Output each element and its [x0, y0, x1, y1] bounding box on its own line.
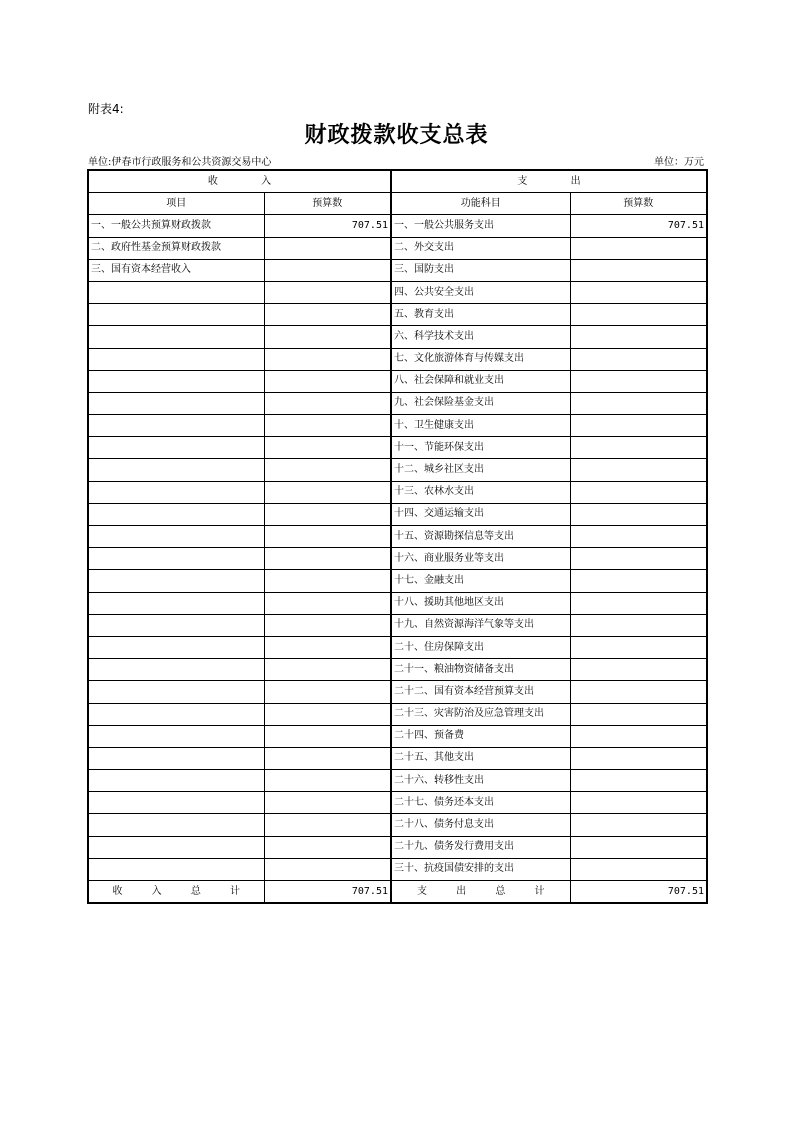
expense-value-cell [570, 681, 707, 703]
expense-value-cell [570, 503, 707, 525]
expense-value-cell [570, 792, 707, 814]
income-value-cell [264, 858, 391, 880]
expense-item-cell: 十五、资源勘探信息等支出 [391, 526, 570, 548]
income-item-cell [88, 570, 264, 592]
table-row [88, 281, 707, 303]
expense-item-cell: 二十一、粮油物资储备支出 [391, 659, 570, 681]
group-header-row [88, 170, 707, 193]
income-value-cell [264, 437, 391, 459]
expense-value-cell [570, 636, 707, 658]
income-value-cell [264, 415, 391, 437]
table-row [88, 614, 707, 636]
income-item-cell [88, 814, 264, 836]
table-row [88, 503, 707, 525]
income-item-cell [88, 437, 264, 459]
expense-value-cell [570, 348, 707, 370]
income-value-cell [264, 526, 391, 548]
table-row [88, 770, 707, 792]
expense-item-cell: 二十、住房保障支出 [391, 636, 570, 658]
table-row [88, 481, 707, 503]
income-item-cell [88, 792, 264, 814]
expense-value-cell [570, 703, 707, 725]
income-item-cell [88, 370, 264, 392]
expense-value-cell [570, 836, 707, 858]
expense-total-value: 707.51 [570, 881, 707, 904]
expense-item-cell: 十九、自然资源海洋气象等支出 [391, 614, 570, 636]
income-group-header: 收 入 [88, 170, 391, 193]
expense-item-cell: 二十二、国有资本经营预算支出 [391, 681, 570, 703]
income-item-cell [88, 503, 264, 525]
expense-value-cell [570, 659, 707, 681]
table-row [88, 548, 707, 570]
expense-item-cell: 二十八、债务付息支出 [391, 814, 570, 836]
table-row [88, 437, 707, 459]
income-value-cell [264, 392, 391, 414]
table-row [88, 237, 707, 259]
income-value-cell [264, 792, 391, 814]
expense-value-cell [570, 526, 707, 548]
income-total-label: 收 入 总 计 [88, 881, 264, 904]
income-item-header: 项目 [88, 193, 264, 215]
income-item-cell [88, 526, 264, 548]
expense-item-cell: 十七、金融支出 [391, 570, 570, 592]
expense-item-cell: 六、科学技术支出 [391, 326, 570, 348]
expense-value-cell [570, 415, 707, 437]
expense-item-cell: 一、一般公共服务支出 [391, 215, 570, 237]
expense-value-cell [570, 259, 707, 281]
expense-item-cell: 二十三、灾害防治及应急管理支出 [391, 703, 570, 725]
expense-value-cell [570, 326, 707, 348]
income-value-cell [264, 681, 391, 703]
income-value-cell [264, 570, 391, 592]
expense-value-cell [570, 304, 707, 326]
income-item-cell [88, 392, 264, 414]
expense-value-cell [570, 281, 707, 303]
expense-value-cell [570, 858, 707, 880]
table-row [88, 725, 707, 747]
page-title: 财政拨款收支总表 [304, 122, 489, 148]
expense-item-cell: 二十五、其他支出 [391, 747, 570, 769]
income-item-cell [88, 858, 264, 880]
unit-organization: 单位:伊春市行政服务和公共资源交易中心 [88, 157, 272, 168]
table-row [88, 570, 707, 592]
column-header-row [88, 193, 707, 215]
income-value-cell [264, 814, 391, 836]
expense-item-cell: 十三、农林水支出 [391, 481, 570, 503]
income-value-cell: 707.51 [264, 215, 391, 237]
table-row [88, 348, 707, 370]
table-row [88, 459, 707, 481]
budget-summary-table [87, 169, 708, 904]
expense-budget-header: 预算数 [570, 193, 707, 215]
expense-item-cell: 十一、节能环保支出 [391, 437, 570, 459]
expense-item-cell: 四、公共安全支出 [391, 281, 570, 303]
expense-value-cell [570, 614, 707, 636]
income-value-cell [264, 481, 391, 503]
expense-total-label: 支 出 总 计 [391, 881, 570, 904]
income-item-cell [88, 326, 264, 348]
expense-value-cell [570, 747, 707, 769]
income-item-cell [88, 459, 264, 481]
income-item-cell [88, 747, 264, 769]
expense-item-cell: 七、文化旅游体育与传媒支出 [391, 348, 570, 370]
table-row [88, 659, 707, 681]
income-value-cell [264, 503, 391, 525]
expense-item-cell: 五、教育支出 [391, 304, 570, 326]
income-item-cell [88, 281, 264, 303]
expense-item-cell: 九、社会保险基金支出 [391, 392, 570, 414]
income-item-cell [88, 836, 264, 858]
expense-item-cell: 三十、抗疫国债安排的支出 [391, 858, 570, 880]
expense-item-cell: 十二、城乡社区支出 [391, 459, 570, 481]
income-item-cell [88, 770, 264, 792]
expense-item-cell: 十六、商业服务业等支出 [391, 548, 570, 570]
table-row [88, 259, 707, 281]
income-item-cell [88, 681, 264, 703]
income-value-cell [264, 725, 391, 747]
income-value-cell [264, 636, 391, 658]
income-value-cell [264, 836, 391, 858]
income-value-cell [264, 237, 391, 259]
income-value-cell [264, 614, 391, 636]
expense-value-cell [570, 370, 707, 392]
expense-value-cell [570, 437, 707, 459]
expense-item-cell: 二、外交支出 [391, 237, 570, 259]
totals-row [88, 881, 707, 904]
table-row [88, 215, 707, 237]
income-value-cell [264, 348, 391, 370]
income-item-cell: 二、政府性基金预算财政拨款 [88, 237, 264, 259]
table-row [88, 747, 707, 769]
attachment-label: 附表4: [88, 102, 124, 116]
expense-item-cell: 二十四、预备费 [391, 725, 570, 747]
table-row [88, 415, 707, 437]
income-item-cell [88, 636, 264, 658]
income-item-cell [88, 348, 264, 370]
expense-value-cell [570, 459, 707, 481]
income-budget-header: 预算数 [264, 193, 391, 215]
income-value-cell [264, 659, 391, 681]
expense-item-cell: 二十六、转移性支出 [391, 770, 570, 792]
expense-item-cell: 十四、交通运输支出 [391, 503, 570, 525]
table-row [88, 814, 707, 836]
income-item-cell [88, 614, 264, 636]
income-value-cell [264, 459, 391, 481]
income-item-cell [88, 592, 264, 614]
table-row [88, 858, 707, 880]
expense-value-cell [570, 548, 707, 570]
expense-item-cell: 八、社会保障和就业支出 [391, 370, 570, 392]
income-item-cell [88, 304, 264, 326]
income-value-cell [264, 304, 391, 326]
income-item-cell [88, 659, 264, 681]
table-row [88, 392, 707, 414]
income-item-cell: 三、国有资本经营收入 [88, 259, 264, 281]
table-row [88, 526, 707, 548]
expense-value-cell [570, 814, 707, 836]
expense-item-cell: 十八、援助其他地区支出 [391, 592, 570, 614]
expense-value-cell [570, 392, 707, 414]
table-row [88, 636, 707, 658]
table-row [88, 681, 707, 703]
table-row [88, 370, 707, 392]
income-value-cell [264, 770, 391, 792]
unit-currency: 单位：万元 [654, 157, 704, 168]
table-row [88, 304, 707, 326]
income-value-cell [264, 326, 391, 348]
income-item-cell: 一、一般公共预算财政拨款 [88, 215, 264, 237]
expense-value-cell [570, 570, 707, 592]
income-value-cell [264, 592, 391, 614]
expense-item-cell: 二十九、债务发行费用支出 [391, 836, 570, 858]
income-value-cell [264, 370, 391, 392]
income-item-cell [88, 481, 264, 503]
table-row [88, 326, 707, 348]
income-value-cell [264, 548, 391, 570]
income-item-cell [88, 725, 264, 747]
expense-value-cell [570, 725, 707, 747]
income-value-cell [264, 281, 391, 303]
expense-value-cell [570, 237, 707, 259]
expense-item-cell: 十、卫生健康支出 [391, 415, 570, 437]
table-row [88, 592, 707, 614]
income-total-value: 707.51 [264, 881, 391, 904]
income-item-cell [88, 415, 264, 437]
expense-item-header: 功能科目 [391, 193, 570, 215]
income-value-cell [264, 259, 391, 281]
income-value-cell [264, 747, 391, 769]
expense-item-cell: 三、国防支出 [391, 259, 570, 281]
income-item-cell [88, 703, 264, 725]
income-item-cell [88, 548, 264, 570]
table-row [88, 792, 707, 814]
expense-item-cell: 二十七、债务还本支出 [391, 792, 570, 814]
expense-value-cell: 707.51 [570, 215, 707, 237]
expense-value-cell [570, 770, 707, 792]
income-value-cell [264, 703, 391, 725]
expense-group-header: 支 出 [391, 170, 707, 193]
table-row [88, 836, 707, 858]
table-row [88, 703, 707, 725]
expense-value-cell [570, 592, 707, 614]
expense-value-cell [570, 481, 707, 503]
